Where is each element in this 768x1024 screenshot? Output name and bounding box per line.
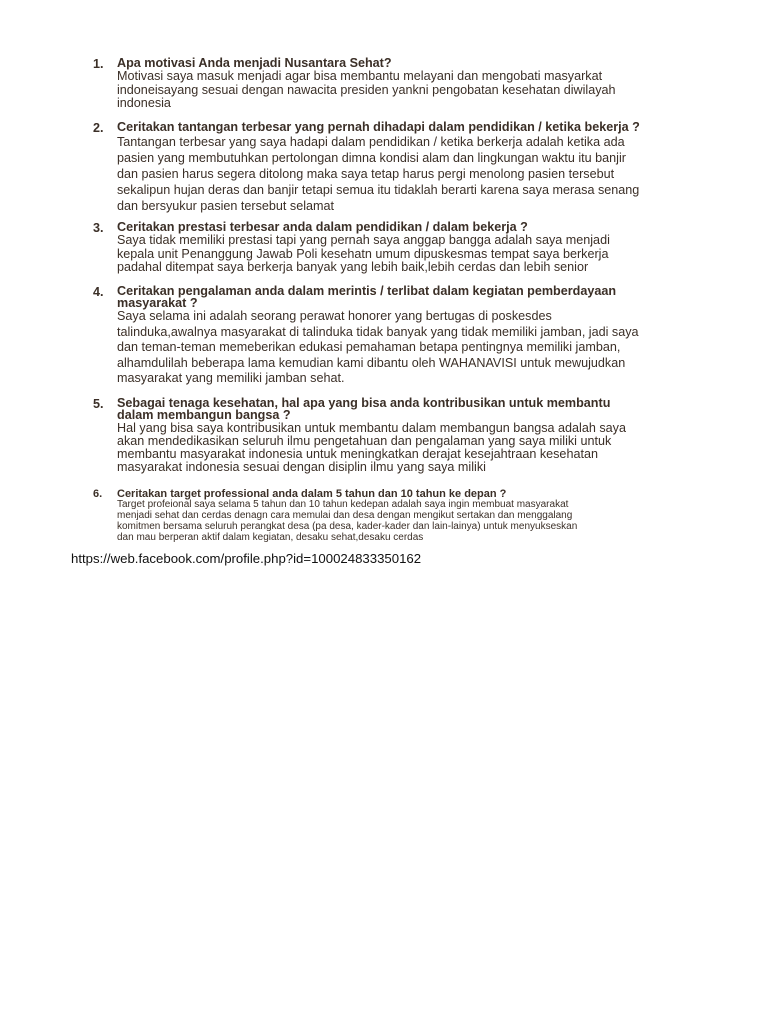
question-number: 1. (93, 57, 104, 71)
question-number: 5. (93, 397, 104, 411)
answer-line: talinduka,awalnya masyarakat di talinduka tidak banyak yang tidak memiliki jamban, jadi saya (117, 324, 639, 339)
question-number: 2. (93, 121, 104, 135)
answer-text (117, 134, 717, 214)
answer-text (117, 499, 717, 543)
answer-line: padahal ditempat saya berkerja banyak yang lebih baik,lebih cerdas dan lebih senior (117, 260, 589, 274)
answer-line: akan mendedikasikan seluruh ilmu pengetahuan dan pengalaman yang saya miliki untuk (117, 434, 612, 448)
answer-line: komitmen bersama seluruh perangkat desa (pa desa, kader-kader dan lain-lainya) untuk menyukseskan (117, 521, 578, 532)
profile-url[interactable]: https://web.facebook.com/profile.php?id=100024833350162 (71, 551, 422, 566)
question-text: Apa motivasi Anda menjadi Nusantara Sehat? (117, 56, 392, 70)
question-text: Ceritakan target professional anda dalam 5 tahun dan 10 tahun ke depan ? (117, 488, 507, 500)
answer-text (117, 234, 717, 275)
question-line: Ceritakan pengalaman anda dalam merintis / terlibat dalam kegiatan pemberdayaan (117, 284, 617, 298)
question-number: 3. (93, 221, 104, 235)
answer-line: dan teman-teman memeberikan edukasi pemahaman betapa pentingnya memiliki jamban, (117, 340, 621, 354)
answer-line: masyarakat indonesia sesuai dengan disiplin ilmu yang saya miliki (117, 460, 486, 474)
question-text (117, 397, 717, 421)
question-number: 4. (93, 285, 104, 299)
answer-line: Hal yang bisa saya kontribusikan untuk membantu dalam membangun bangsa adalah saya (117, 421, 626, 435)
answer-line: kepala unit Penanggung Jawab Poli kesehatn umum dipuskesmas tempat saya berkerja (117, 246, 609, 261)
question-line: Sebagai tenaga kesehatan, hal apa yang bisa anda kontribusikan untuk membantu (117, 396, 611, 410)
answer-line: Tantangan terbesar yang saya hadapi dalam pendidikan / ketika berkerja adalah ketika ada (117, 135, 625, 149)
answer-line: pasien yang membutuhkan pertolongan dimna kondisi alam dan lingkungan waktu itu banjir (117, 151, 626, 165)
question-number: 6. (93, 488, 103, 500)
answer-line: indoneisayang sesuai dengan nawacita presiden yankni pengobatan kesehatan diwilayah (117, 82, 616, 97)
question-line: dalam membangun bangsa ? (117, 408, 291, 422)
answer-line: Saya tidak memiliki prestasi tapi yang pernah saya anggap bangga adalah saya menjadi (117, 233, 610, 247)
question-text (117, 285, 717, 309)
answer-line: alhamdulilah beberapa lama kemudian kami dibantu oleh WAHANAVISI untuk mewujudkan (117, 355, 626, 370)
answer-line: sekalipun hujan deras dan banjir tetapi semua itu tidaklah berarti karena saya merasa senang (117, 183, 640, 197)
answer-line: indonesia (117, 96, 171, 110)
answer-text (117, 70, 717, 111)
answer-text (117, 422, 717, 474)
answer-line: membantu masyarakat indonesia untuk meningkatkan derajat kesejahtraan kesehatan (117, 447, 598, 461)
question-line: masyarakat ? (117, 296, 198, 310)
answer-line: Target profeional saya selama 5 tahun dan 10 tahun kedepan adalah saya ingin membuat masyarakat (117, 499, 569, 510)
answer-line: Saya selama ini adalah seorang perawat honorer yang bertugas di poskesdes (117, 309, 552, 323)
answer-text (117, 309, 717, 387)
answer-line: masyarakat yang memiliki jamban sehat. (117, 371, 345, 385)
answer-line: menjadi sehat dan cerdas denagn cara memulai dan desa dengan mengikut sertakan dan menggalang (117, 510, 573, 521)
question-text: Ceritakan prestasi terbesar anda dalam pendidikan / dalam bekerja ? (117, 220, 528, 234)
question-text: Ceritakan tantangan terbesar yang pernah dihadapi dalam pendidikan / ketika bekerja ? (117, 120, 640, 134)
answer-line: Motivasi saya masuk menjadi agar bisa membantu melayani dan mengobati masyarkat (117, 69, 603, 83)
answer-line: dan mau berperan aktif dalam kegiatan, desaku sehat,desaku cerdas (117, 532, 424, 543)
answer-line: dan pasien harus segera ditolong maka saya tetap harus pergi menolong pasien tersebut (117, 167, 615, 181)
answer-line: dan bersyukur pasien tersebut selamat (117, 199, 335, 213)
